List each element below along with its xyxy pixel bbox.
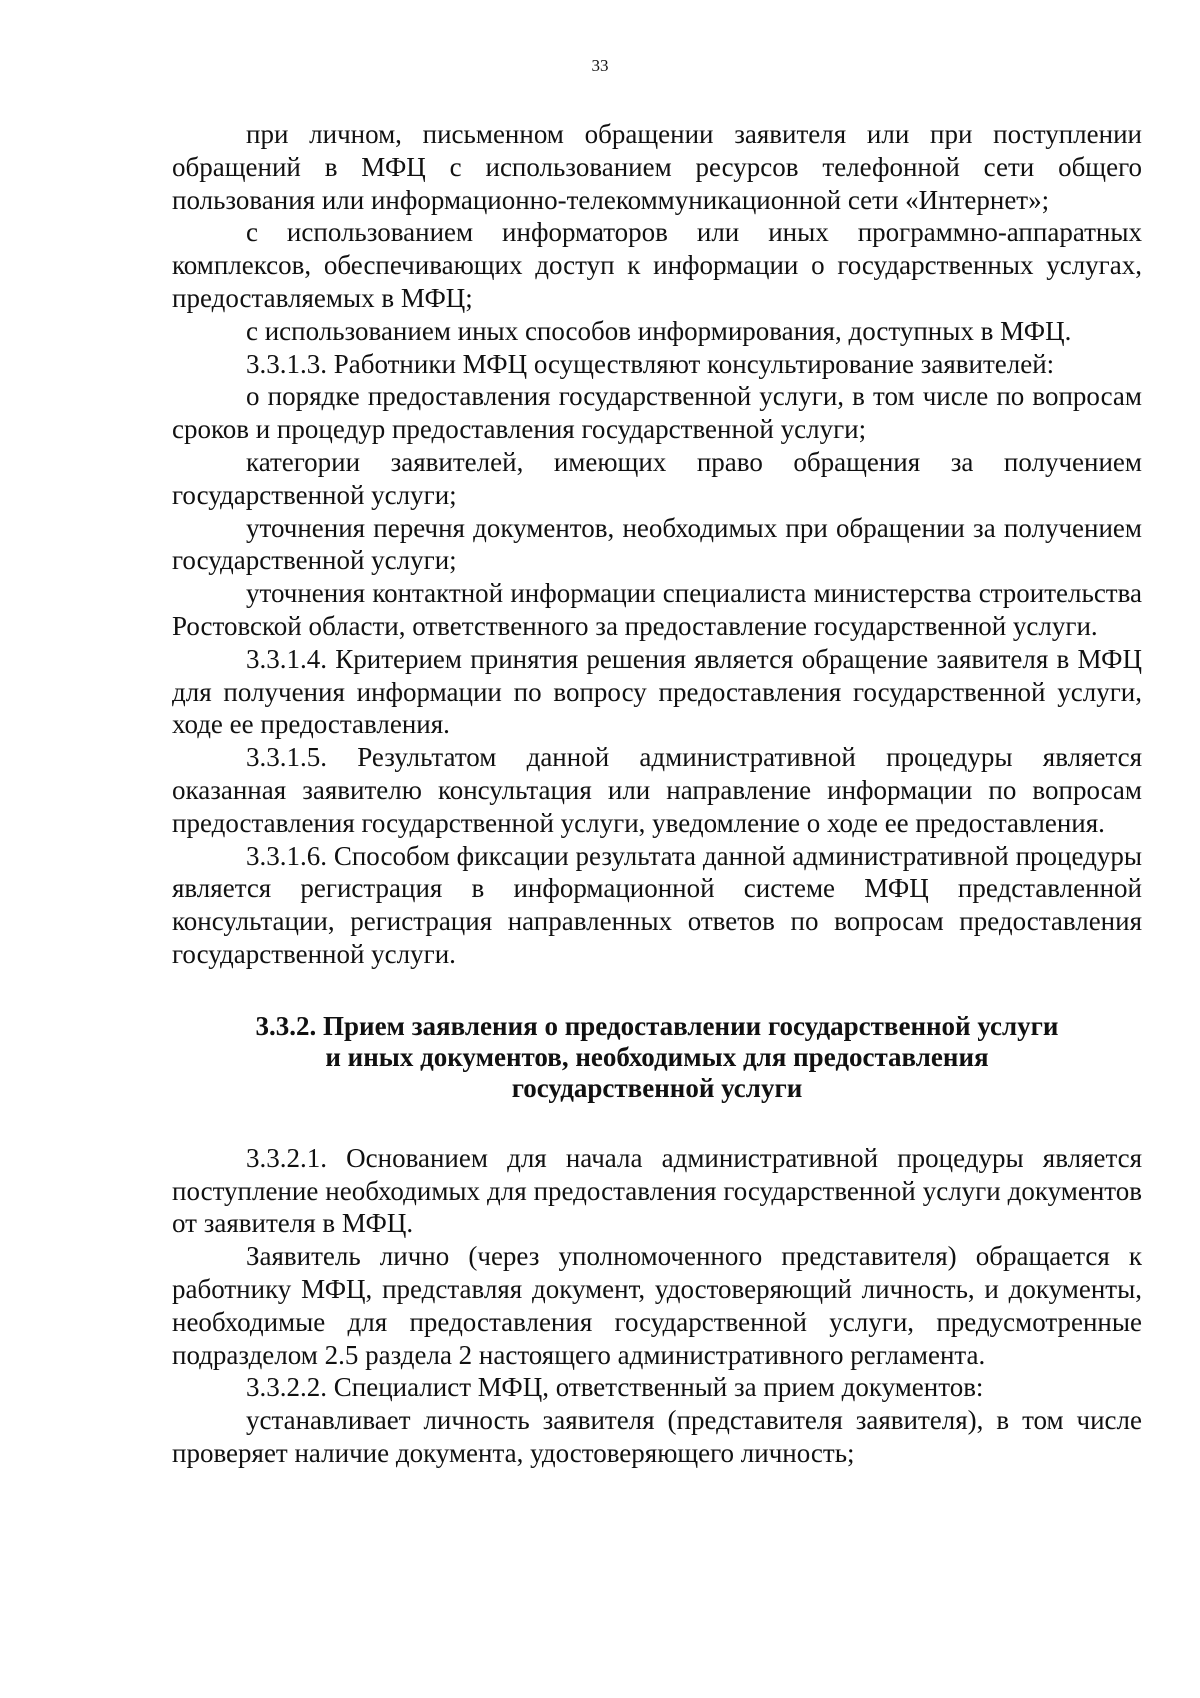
paragraph: с использованием иных способов информирования, доступных в МФЦ. [246, 315, 1072, 346]
document-body [172, 118, 1142, 1470]
paragraph: при личном, письменном обращении заявителя или при поступлении обращений в МФЦ с использованием ресурсов телефонной сети общего пользования или информационно-телекоммуникационной сети «Интернет»; [172, 119, 1142, 215]
paragraph: 3.3.2.1. Основанием для начала административной процедуры является поступление необходимых для предоставления государственной услуги документов от заявителя в МФЦ. [172, 1142, 1142, 1239]
paragraph: с использованием информаторов или иных программно-аппаратных комплексов, обеспечивающих доступ к информации о государственных услугах, предоставляемых в МФЦ; [172, 217, 1142, 313]
heading-line: 3.3.2. Прием заявления о предоставлении государственной услуги [255, 1010, 1059, 1041]
section-heading [172, 1011, 1142, 1104]
paragraph: уточнения контактной информации специалиста министерства строительства Ростовской области, ответственного за предоставление государственной услуги. [172, 578, 1142, 641]
paragraph: 3.3.2.2. Специалист МФЦ, ответственный за прием документов: [246, 1372, 984, 1403]
heading-line: и иных документов, необходимых для предоставления [325, 1041, 989, 1072]
paragraph: Заявитель лично (через уполномоченного представителя) обращается к работнику МФЦ, представляя документ, удостоверяющий личность, и документы, необходимые для предоставления государственной услуги, предусмотренные подразделом 2.5 раздела 2 настоящего административного регламента. [172, 1241, 1142, 1370]
heading-line: государственной услуги [511, 1072, 803, 1103]
paragraph: 3.3.1.3. Работники МФЦ осуществляют консультирование заявителей: [246, 348, 1055, 379]
paragraph: уточнения перечня документов, необходимых при обращении за получением государственной услуги; [172, 512, 1142, 576]
paragraph: о порядке предоставления государственной услуги, в том числе по вопросам сроков и процедур предоставления государственной услуги; [172, 381, 1142, 445]
paragraph: 3.3.1.6. Способом фиксации результата данной административной процедуры является регистрация в информационной системе МФЦ представленной консультации, регистрация направленных ответов по вопросам предоставления государственной услуги. [172, 840, 1142, 969]
paragraph: устанавливает личность заявителя (представителя заявителя), в том числе проверяет наличие документа, удостоверяющего личность; [172, 1405, 1142, 1468]
page-number: 33 [591, 56, 609, 75]
paragraph: категории заявителей, имеющих право обращения за получением государственной услуги; [172, 446, 1142, 510]
paragraph: 3.3.1.5. Результатом данной административной процедуры является оказанная заявителю консультация или направление информации по вопросам предоставления государственной услуги, уведомление о ходе ее предоставления. [172, 742, 1142, 838]
paragraph: 3.3.1.4. Критерием принятия решения является обращение заявителя в МФЦ для получения информации по вопросу предоставления государственной услуги, ходе ее предоставления. [172, 643, 1142, 740]
